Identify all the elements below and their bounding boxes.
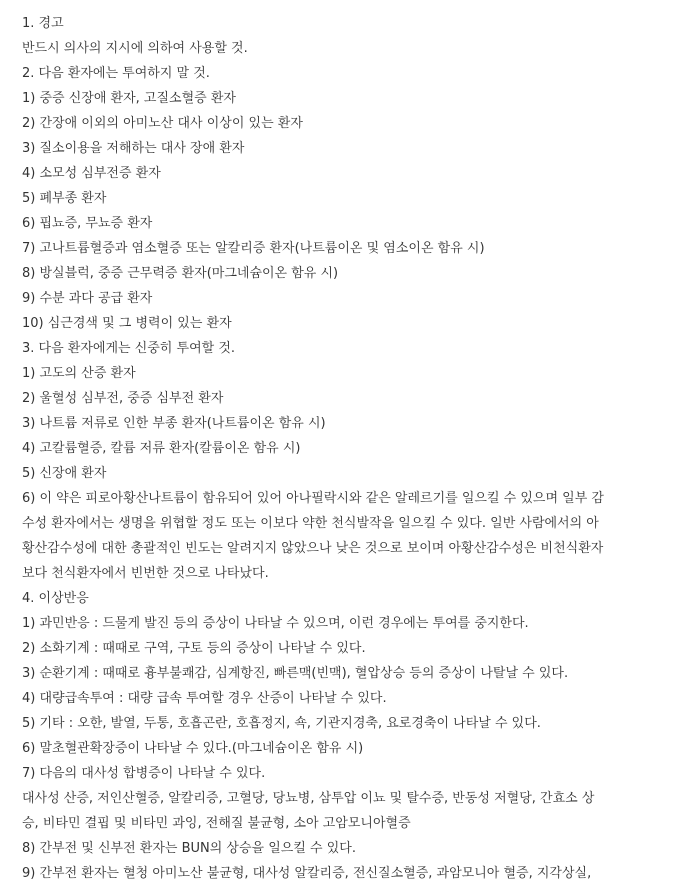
metabolic-complications-line: 대사성 산증, 저인산혈증, 알칼리증, 고혈당, 당뇨병, 삼투압 이뇨 및 탈수증, 반동성 저혈당, 간효소 상 <box>22 791 595 806</box>
adverse-reaction-item: 5) 기타 : 오한, 발열, 두통, 호흡곤란, 호흡정지, 쇽, 기관지경축, 요로경축이 나타날 수 있다. <box>22 716 541 731</box>
contraindication-item: 9) 수분 과다 공급 환자 <box>22 291 153 306</box>
adverse-reaction-item: 9) 간부전 환자는 혈청 아미노산 불균형, 대사성 알칼리증, 전신질소혈증, 과암모니아 혈증, 지각상실, <box>22 866 592 881</box>
caution-item: 4) 고칼륨혈증, 칼륨 저류 환자(칼륨이온 함유 시) <box>22 441 301 456</box>
contraindication-item: 7) 고나트륨혈증과 염소혈증 또는 알칼리증 환자(나트륨이온 및 염소이온 함유 시) <box>22 241 485 256</box>
adverse-reaction-item: 4) 대량급속투여 : 대량 급속 투여할 경우 산증이 나타날 수 있다. <box>22 691 387 706</box>
adverse-reaction-item: 1) 과민반응 : 드물게 발진 등의 증상이 나타날 수 있으며, 이런 경우에는 투여를 중지한다. <box>22 616 529 631</box>
caution-item: 3) 나트륨 저류로 인한 부종 환자(나트륨이온 함유 시) <box>22 416 326 431</box>
section-2-heading: 2. 다음 환자에는 투여하지 말 것. <box>22 66 210 81</box>
adverse-reaction-item: 7) 다음의 대사성 합병증이 나타날 수 있다. <box>22 766 266 781</box>
contraindication-item: 2) 간장애 이외의 아미노산 대사 이상이 있는 환자 <box>22 116 303 131</box>
adverse-reaction-item: 6) 말초혈관확장증이 나타날 수 있다.(마그네슘이온 함유 시) <box>22 741 364 756</box>
drug-precautions-document <box>22 11 680 886</box>
adverse-reaction-item: 3) 순환기계 : 때때로 흉부불쾌감, 심계항진, 빠른맥(빈맥), 혈압상승 등의 증상이 나탈날 수 있다. <box>22 666 569 681</box>
caution-item-6-line: 황산감수성에 대한 총괄적인 빈도는 알려지지 않았으나 낮은 것으로 보이며 아황산감수성은 비천식환자 <box>22 541 604 556</box>
metabolic-complications-line: 승, 비타민 결핍 및 비타민 과잉, 전해질 불균형, 소아 고암모니아혈증 <box>22 816 411 831</box>
section-1-heading: 1. 경고 <box>22 16 64 31</box>
adverse-reaction-item: 2) 소화기계 : 때때로 구역, 구토 등의 증상이 나타날 수 있다. <box>22 641 366 656</box>
contraindication-item: 8) 방실블럭, 중증 근무력증 환자(마그네슘이온 함유 시) <box>22 266 339 281</box>
contraindication-item: 5) 폐부종 환자 <box>22 191 107 206</box>
contraindication-item: 6) 핍뇨증, 무뇨증 환자 <box>22 216 153 231</box>
contraindication-item: 3) 질소이용을 저해하는 대사 장애 환자 <box>22 141 245 156</box>
caution-item: 2) 울혈성 심부전, 중증 심부전 환자 <box>22 391 224 406</box>
caution-item: 1) 고도의 산증 환자 <box>22 366 136 381</box>
caution-item-6-line: 6) 이 약은 피로아황산나트륨이 함유되어 있어 아나필락시와 같은 알레르기를 일으킬 수 있으며 일부 감 <box>22 491 604 506</box>
section-3-heading: 3. 다음 환자에게는 신중히 투여할 것. <box>22 341 236 356</box>
contraindication-item: 4) 소모성 심부전증 환자 <box>22 166 161 181</box>
adverse-reaction-item: 8) 간부전 및 신부전 환자는 BUN의 상승을 일으킬 수 있다. <box>22 841 356 856</box>
contraindication-item: 1) 중증 신장애 환자, 고질소혈증 환자 <box>22 91 236 106</box>
section-4-heading: 4. 이상반응 <box>22 591 89 606</box>
warning-text: 반드시 의사의 지시에 의하여 사용할 것. <box>22 41 248 56</box>
caution-item-6-line: 보다 천식환자에서 빈번한 것으로 나타났다. <box>22 566 269 581</box>
contraindication-item: 10) 심근경색 및 그 병력이 있는 환자 <box>22 316 232 331</box>
caution-item-6-line: 수성 환자에서는 생명을 위협할 정도 또는 이보다 약한 천식발작을 일으킬 수 있다. 일반 사람에서의 아 <box>22 516 599 531</box>
caution-item: 5) 신장애 환자 <box>22 466 107 481</box>
